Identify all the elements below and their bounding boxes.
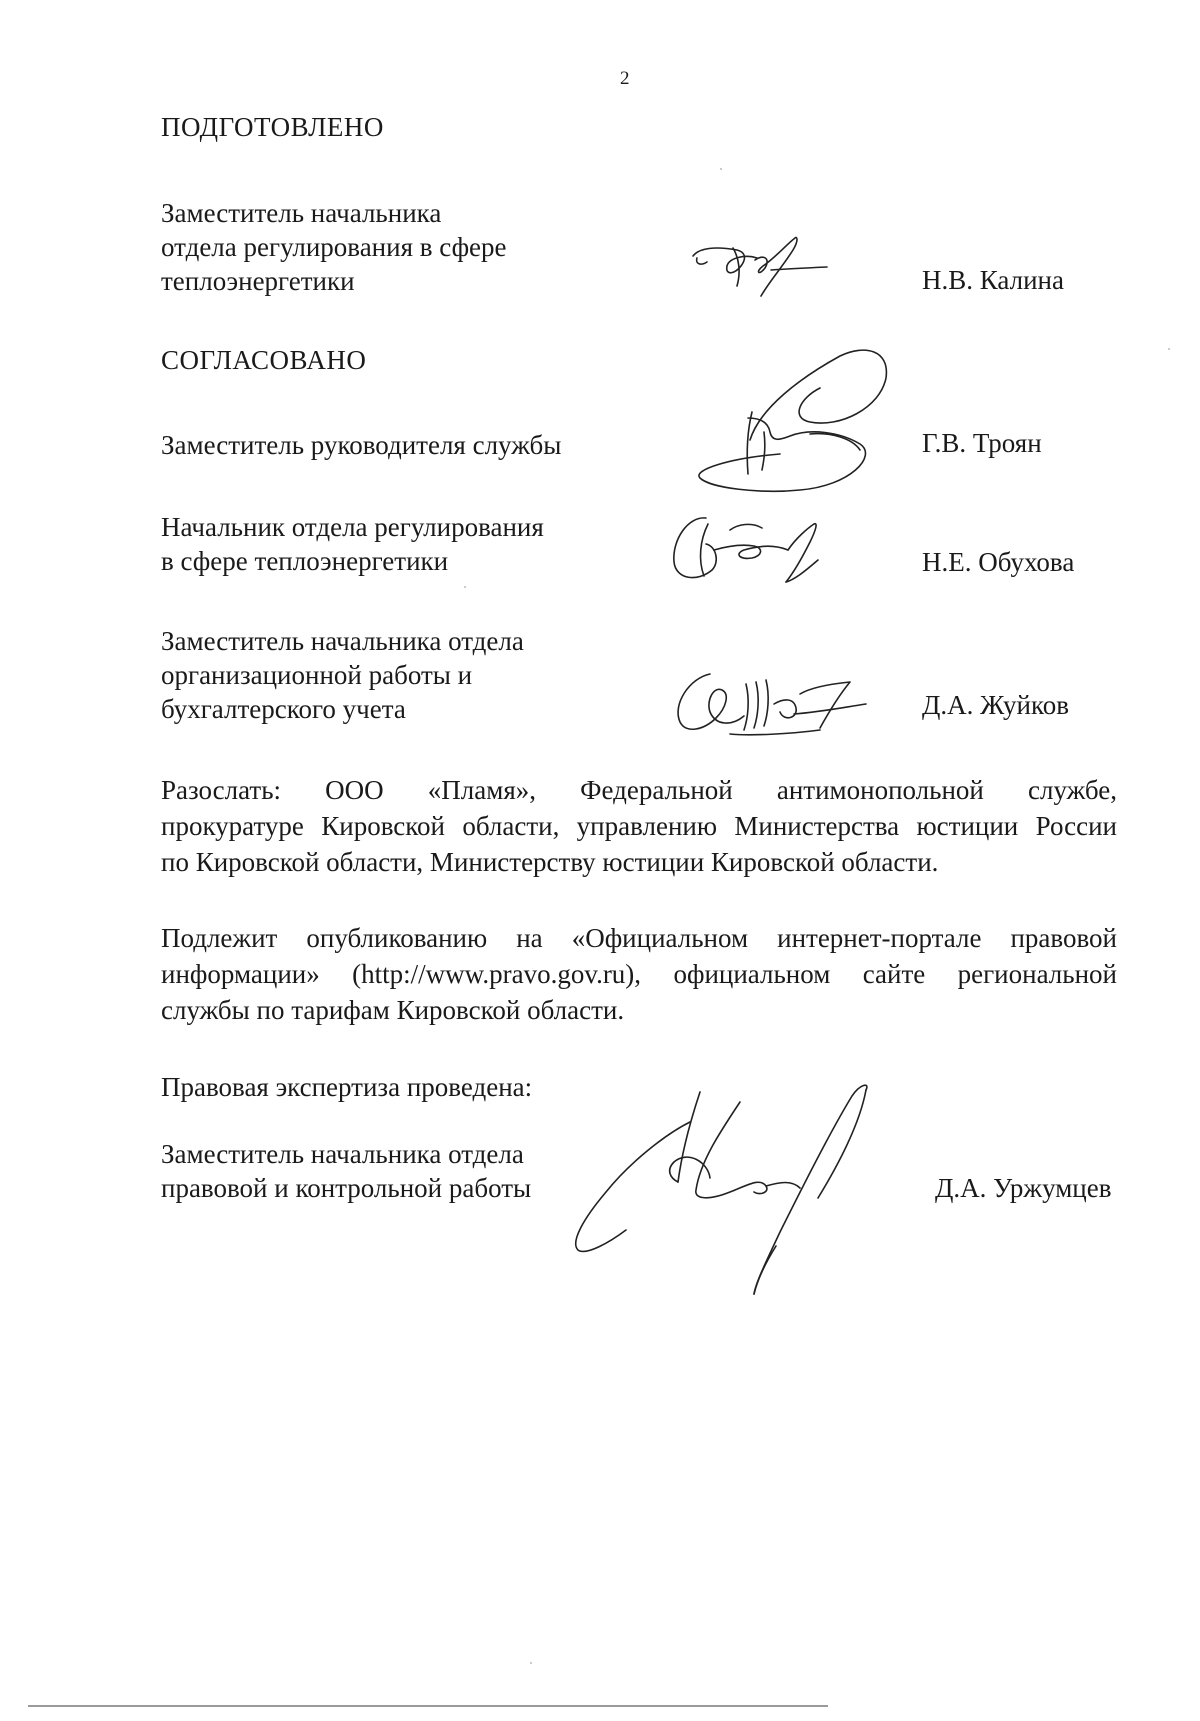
position-line: Заместитель начальника	[161, 198, 442, 228]
scan-speck	[530, 1662, 532, 1664]
position-line: теплоэнергетики	[161, 266, 355, 296]
page-bottom-rule	[28, 1705, 828, 1707]
position-line: Заместитель руководителя службы	[161, 430, 562, 460]
agreed-heading: СОГЛАСОВАНО	[161, 345, 367, 375]
position-line: правовой и контрольной работы	[161, 1173, 532, 1203]
scan-speck	[464, 586, 466, 588]
position-line: отдела регулирования в сфере	[161, 232, 507, 262]
signature-urzhumtsev	[570, 1082, 880, 1302]
signature-obukhova	[668, 510, 838, 590]
agreed-signer-name: Г.В. Троян	[922, 428, 1042, 458]
publication-line: Подлежит опубликованию на «Официальном интернет-портале правовой	[161, 923, 1117, 953]
distribution-line: Разослать: ООО «Пламя», Федеральной антимонопольной службе,	[161, 775, 1117, 805]
prepared-signer-position	[161, 196, 507, 298]
distribution-paragraph	[161, 772, 1117, 880]
agreed-signer-position	[161, 510, 544, 578]
distribution-line: прокуратуре Кировской области, управлению Министерства юстиции России	[161, 811, 1117, 841]
prepared-signer-name: Н.В. Калина	[922, 265, 1064, 295]
agreed-signer-name: Д.А. Жуйков	[922, 690, 1069, 720]
distribution-line: по Кировской области, Министерству юстиции Кировской области.	[161, 847, 939, 877]
publication-line: информации» (http://www.pravo.gov.ru), официальном сайте региональной	[161, 959, 1117, 989]
legal-review-signer-position	[161, 1137, 531, 1205]
position-line: Заместитель начальника отдела	[161, 626, 524, 656]
publication-paragraph	[161, 920, 1117, 1028]
position-line: организационной работы и	[161, 660, 473, 690]
position-line: бухгалтерского учета	[161, 694, 406, 724]
agreed-signer-position	[161, 624, 524, 726]
position-line: в сфере теплоэнергетики	[161, 546, 449, 576]
scan-speck	[1168, 348, 1170, 350]
scan-speck	[720, 168, 722, 170]
position-line: Начальник отдела регулирования	[161, 512, 544, 542]
legal-review-heading: Правовая экспертиза проведена:	[161, 1072, 533, 1102]
signature-zhuikov	[670, 664, 890, 744]
signature-kalina	[685, 236, 835, 306]
legal-review-signer-name: Д.А. Уржумцев	[935, 1173, 1112, 1203]
position-line: Заместитель начальника отдела	[161, 1139, 524, 1169]
signature-troyan	[690, 348, 910, 508]
page-number: 2	[620, 68, 630, 89]
prepared-heading: ПОДГОТОВЛЕНО	[161, 112, 384, 142]
publication-line: службы по тарифам Кировской области.	[161, 995, 625, 1025]
agreed-signer-position	[161, 428, 561, 462]
agreed-signer-name: Н.Е. Обухова	[922, 547, 1075, 577]
